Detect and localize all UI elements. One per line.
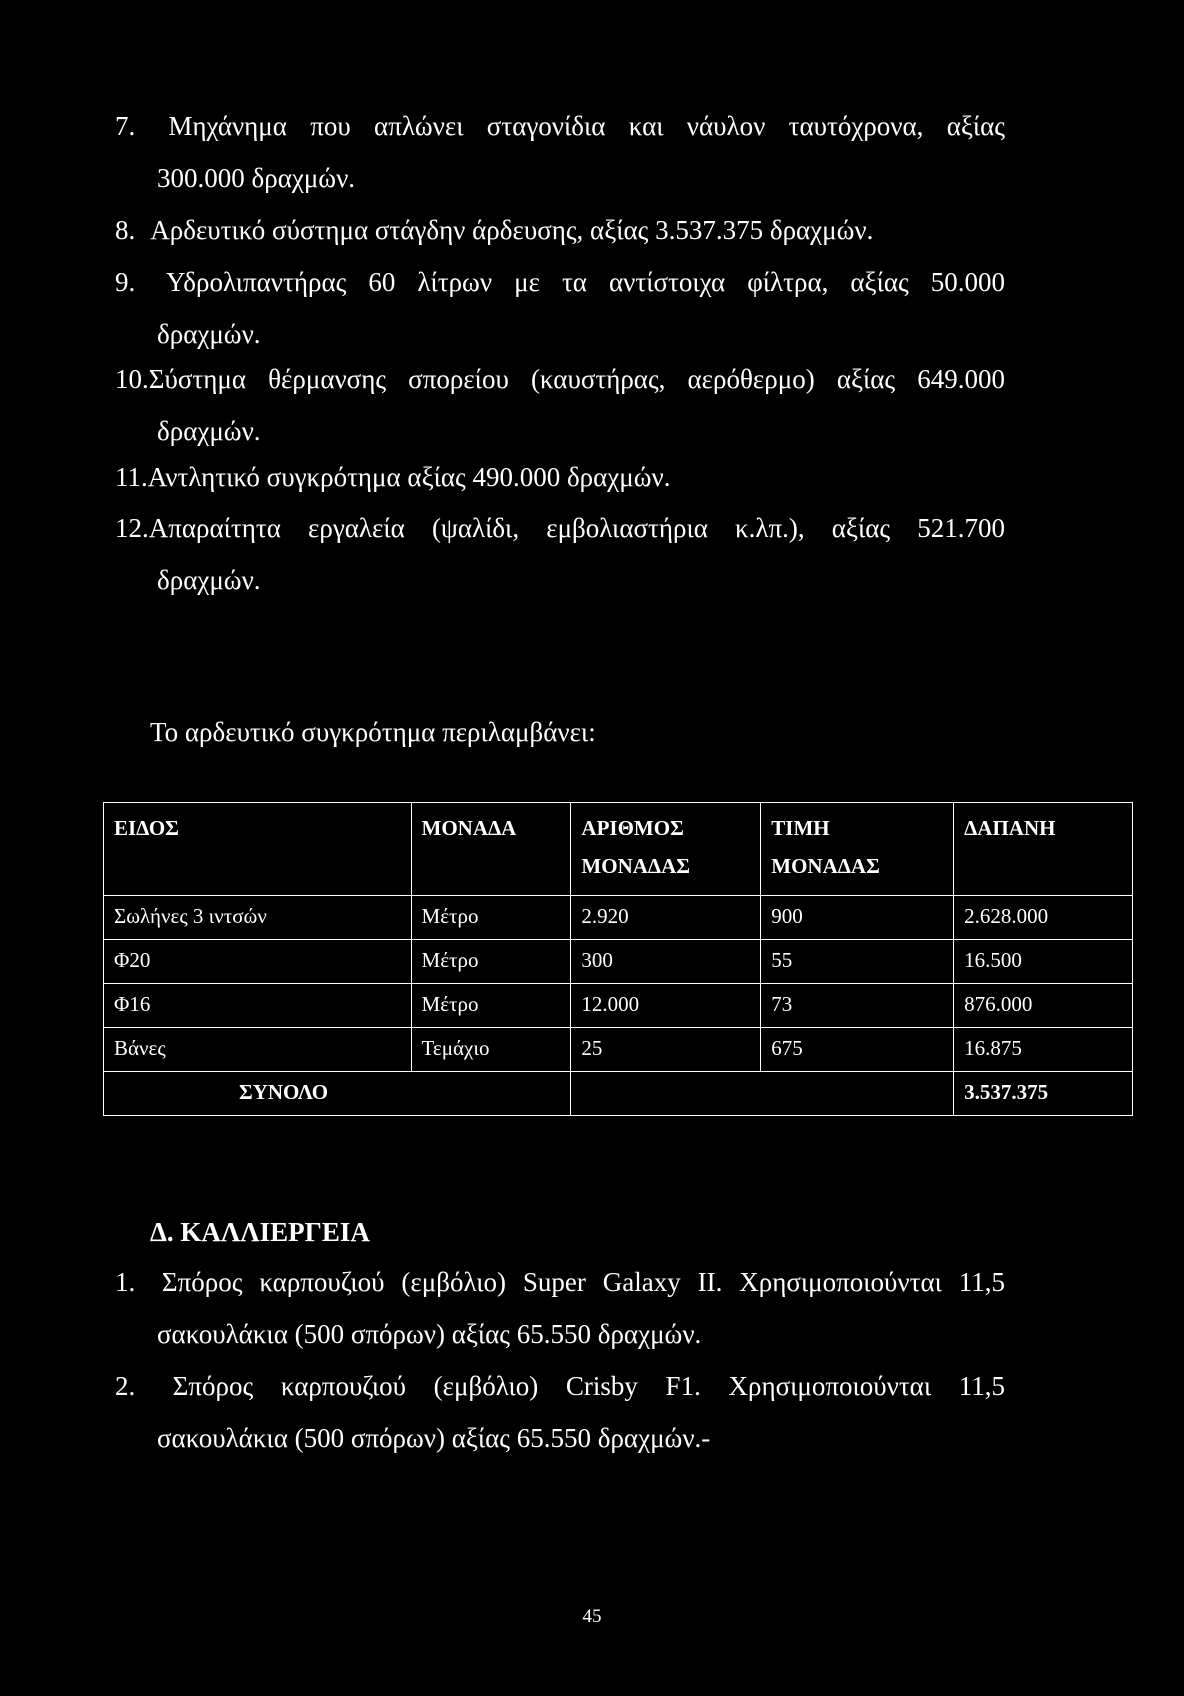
cell-item: Βάνες (104, 1028, 412, 1072)
cell-cost: 2.628.000 (954, 896, 1133, 940)
item-text: Αντλητικό συγκρότημα αξίας 490.000 δραχμών. (147, 462, 671, 492)
list-item (115, 502, 1005, 606)
item-text: Σπόρος καρπουζιού (εμβόλιο) Crisby F1. Χρησιμοποιούνται 11,5 (172, 1371, 1005, 1401)
cell-item: Φ16 (104, 984, 412, 1028)
item-number: 1. (115, 1267, 136, 1297)
item-text: Σύστημα θέρμανσης σπορείου (καυστήρας, αερόθερμο) αξίας 649.000 (148, 364, 1005, 394)
cell-unit-price: 675 (761, 1028, 954, 1072)
item-text: Σπόρος καρπουζιού (εμβόλιο) Super Galaxy II. Χρησιμοποιούνται 11,5 (161, 1267, 1006, 1297)
cell-item: Σωλήνες 3 ιντσών (104, 896, 412, 940)
header-item: ΕΙΔΟΣ (104, 803, 412, 896)
table-header-row (104, 803, 1133, 896)
item-text-continued: σακουλάκια (500 σπόρων) αξίας 65.550 δραχμών.- (157, 1423, 711, 1453)
item-number: 7. (115, 111, 136, 141)
total-label: ΣΥΝΟΛΟ (104, 1072, 571, 1116)
item-number: 11. (115, 462, 148, 492)
item-text-continued: σακουλάκια (500 σπόρων) αξίας 65.550 δραχμών. (157, 1319, 702, 1349)
header-quantity: ΑΡΙΘΜΟΣ ΜΟΝΑΔΑΣ (571, 803, 761, 896)
cell-unit-price: 73 (761, 984, 954, 1028)
item-text-continued: δραχμών. (157, 565, 261, 595)
cell-unit: Τεμάχιο (411, 1028, 571, 1072)
irrigation-cost-table (103, 802, 1133, 1116)
header-unit: ΜΟΝΑΔΑ (411, 803, 571, 896)
item-number: 10. (115, 364, 149, 394)
item-text: Υδρολιπαντήρας 60 λίτρων με τα αντίστοιχα φίλτρα, αξίας 50.000 (166, 267, 1005, 297)
item-text-continued: 300.000 δραχμών. (157, 163, 356, 193)
total-value: 3.537.375 (954, 1072, 1133, 1116)
cell-unit: Μέτρο (411, 940, 571, 984)
list-item (115, 1256, 1005, 1360)
item-text: Αρδευτικό σύστημα στάγδην άρδευσης, αξίας 3.537.375 δραχμών. (150, 215, 874, 245)
list-item (115, 100, 1005, 204)
item-text-continued: δραχμών. (157, 416, 261, 446)
header-unit-price: ΤΙΜΗ ΜΟΝΑΔΑΣ (761, 803, 954, 896)
list-item (115, 353, 1005, 457)
cell-item: Φ20 (104, 940, 412, 984)
table-row (104, 1028, 1133, 1072)
item-text: Απαραίτητα εργαλεία (ψαλίδι, εμβολιαστήρια κ.λπ.), αξίας 521.700 (148, 513, 1005, 543)
cell-cost: 16.875 (954, 1028, 1133, 1072)
list-item (115, 256, 1005, 360)
cell-unit-price: 900 (761, 896, 954, 940)
cell-cost: 876.000 (954, 984, 1133, 1028)
cell-quantity: 300 (571, 940, 761, 984)
section-title: Δ. ΚΑΛΛΙΕΡΓΕΙΑ (150, 1217, 370, 1247)
table-total-row (104, 1072, 1133, 1116)
list-item (115, 204, 1005, 256)
cell-unit-price: 55 (761, 940, 954, 984)
total-spacer (571, 1072, 954, 1116)
item-number: 12. (115, 513, 149, 543)
item-text-continued: δραχμών. (157, 319, 261, 349)
table-intro: Το αρδευτικό συγκρότημα περιλαμβάνει: (150, 717, 596, 747)
cell-quantity: 2.920 (571, 896, 761, 940)
list-item (115, 451, 1005, 503)
item-text: Μηχάνημα που απλώνει σταγονίδια και νάυλον ταυτόχρονα, αξίας (168, 111, 1005, 141)
page-number: 45 (582, 1606, 602, 1627)
cell-unit: Μέτρο (411, 896, 571, 940)
item-number: 8. (115, 215, 136, 245)
cell-cost: 16.500 (954, 940, 1133, 984)
item-number: 9. (115, 267, 136, 297)
header-cost: ΔΑΠΑΝΗ (954, 803, 1133, 896)
table-row (104, 984, 1133, 1028)
cell-quantity: 25 (571, 1028, 761, 1072)
table-row (104, 940, 1133, 984)
cell-quantity: 12.000 (571, 984, 761, 1028)
list-item (115, 1360, 1005, 1464)
table-row (104, 896, 1133, 940)
cell-unit: Μέτρο (411, 984, 571, 1028)
item-number: 2. (115, 1371, 136, 1401)
